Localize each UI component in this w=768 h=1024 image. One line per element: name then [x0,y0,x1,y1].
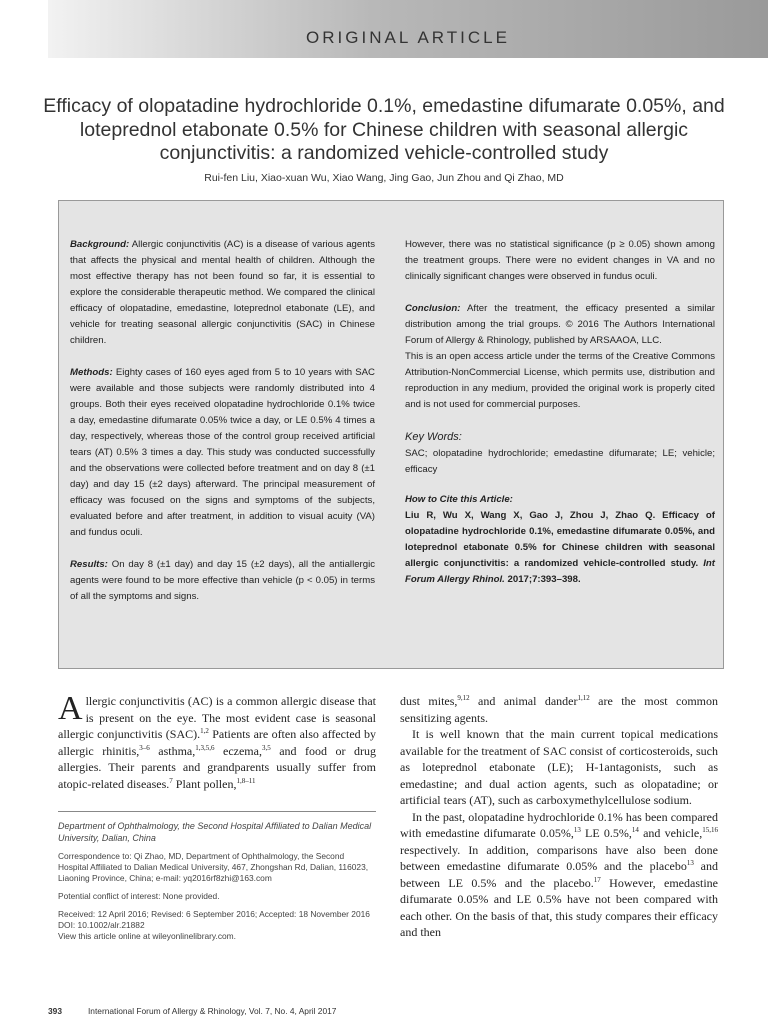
intro-paragraph-continued [400,693,718,726]
comparison-text-e: and between LE 0.5% and the placebo. [400,859,718,890]
citation: 3,5 [261,743,271,752]
cite-journal: Int Forum Allergy Rhinol. [405,558,715,585]
comparison-text-c: and vehicle, [638,826,703,840]
cont-text-a: dust mites, [400,694,458,708]
intro-text-e: and food or drug allergies. Their parents and grandparents usually suffer from atopic-related diseases. [58,743,376,791]
article-title: Efficacy of olopatadine hydrochloride 0.1%, emedastine difumarate 0.05%, and loteprednol etabonate 0.5% for Chinese children with seasonal allergic conjunctivitis: a randomized vehicle-controlled study [43,95,725,164]
conclusion-text: After the treatment, the efficacy presented a similar distribution among the trial groups. © 2016 The Authors International Forum of Allergy & Rhinology, published by ARSAAOA, LLC. [405,303,716,346]
citation: 1,12 [577,694,590,702]
citation: 17 [593,875,601,884]
cite-label: How to Cite this Article: [405,494,513,505]
methods-label: Methods: [70,367,113,378]
methods-text: Eighty cases of 160 eyes aged from 5 to 10 years with SAC were available and those subjects were randomly distributed into 4 groups. Both their eyes received olopatadine hydrochloride 0.1% twice a day, emedastine difumarate 0.05% twice a day, or LE 0.5% 4 times a day, respectively, whereas those of the control group received artificial tears (AT) 0.5% 3 times a day. This study was conducted successfully and the observations were collected before treatment and on day 8 (±1 day) and day 15 (±2 days) afterward. The principal measurement of efficacy was focused on the signs and symptoms of the subjects, evaluated before and after treatment, in addition to visual acuity (VA) and fundus oculi. [70,367,375,538]
intro-text-c: asthma, [149,743,196,758]
comparison-text-d: respectively. In addition, comparisons have also been done between emedastine difumarate 0.05% and the placebo [400,842,718,873]
online-note: View this article online at wileyonlinelibrary.com. [58,931,236,941]
cont-text-c: are the most common sensitizing agents. [400,694,718,725]
intro-text-d: eczema, [214,743,262,758]
keywords-text: SAC; olopatadine hydrochloride; emedastine difumarate; LE; vehicle; efficacy [405,448,715,475]
treatment-paragraph: It is well known that the main current topical medications available for the treatment of SAC consist of corticosteroids, such as loteprednol etabonate (LE); H-1antagonists, such as emedastine; and dual action agents, such as olopatadine; or artificial tears (AT), such as carboxymethylcellulose sodium. [400,727,718,807]
background-label: Background: [70,239,130,250]
citation: 3–6 [139,743,150,752]
citation: 1,3,5,6 [195,743,215,752]
article-dates: Received: 12 April 2016; Revised: 6 September 2016; Accepted: 18 November 2016 [58,909,370,919]
intro-text-f: Plant pollen, [172,776,237,791]
correspondence: Correspondence to: Qi Zhao, MD, Department of Ophthalmology, the Second Hospital Affiliated to Dalian Medical University, 467, Zhongshan Rd, Dalian, 116023, Liaoning Province, China; e-mail: yq2016rf8zhi@163.com [58,851,369,883]
how-to-cite [405,492,715,588]
abstract-keywords [405,429,715,478]
intro-paragraph [58,690,377,792]
citation: 13 [686,859,694,867]
abstract-results [70,557,375,605]
results-text: On day 8 (±1 day) and day 15 (±2 days), all the antiallergic agents were found to be more effective than vehicle (p < 0.05) in terms of all the symptoms and signs. [70,559,375,602]
cite-text: Liu R, Wu X, Wang X, Gao J, Zhou J, Zhao Q. Efficacy of olopatadine hydrochloride 0.1%, emedastine difumarate 0.05%, and loteprednol etabonate 0.5% for Chinese children with seasonal allergic conjunctivitis: a randomized vehicle-controlled study. [405,510,715,569]
affiliation-divider [58,811,376,812]
affiliation-block [58,820,376,942]
license-text: This is an open access article under the terms of the Creative Commons Attribution-NonCommercial License, which permits use, distribution and reproduction in any medium, provided the original work is properly cited and is not used for commercial purposes. [405,351,715,410]
citation: 7 [169,776,173,785]
section-banner [48,0,768,58]
author-list: Rui-fen Liu, Xiao-xuan Wu, Xiao Wang, Jing Gao, Jun Zhou and Qi Zhao, MD [204,172,564,184]
citation: 14 [631,826,639,834]
department: Department of Ophthalmology, the Second Hospital Affiliated to Dalian Medical University, Dalian, China [58,821,372,843]
conflict-of-interest: Potential conflict of interest: None provided. [58,891,220,901]
comparison-paragraph [400,809,718,941]
citation: 1,8–11 [236,776,256,785]
results-label: Results: [70,559,108,570]
comparison-text-a: In the past, olopatadine hydrochloride 0.1% has been compared with emedastine difumarate 0.05%, [400,809,718,840]
body-left-column [58,690,377,792]
cite-ref: 2017;7:393–398. [507,574,581,585]
page-number: 393 [48,1006,62,1016]
background-text: Allergic conjunctivitis (AC) is a disease of various agents that affects the physical and mental health of children. Although the most effective therapy has not been found so far, it is essential to explore the considerable therapeutic method. We compared the clinical efficacy of olopatadine, emedastine, loteprednol etabonate (LE), and vehicle for treating seasonal allergic conjunctivitis (SAC) in Chinese children. [70,239,376,346]
page-footer [48,1006,336,1016]
comparison-text-b: LE 0.5%, [580,826,632,840]
keywords-label: Key Words: [405,431,462,443]
abstract-right-column [405,237,715,588]
abstract-left-column [70,237,375,621]
intro-text-b: Patients are often also affected by allergic rhinitis, [58,727,377,758]
cont-text-b: and animal dander [469,694,578,708]
citation: 1,2 [200,727,209,735]
drop-cap: A [58,690,83,727]
abstract-results-continued: However, there was no statistical significance (p ≥ 0.05) shown among the treatment groups. There were no evident changes in VA and no clinically significant changes were observed in fundus oculi. [405,239,715,282]
citation: 13 [573,826,581,834]
citation: 9,12 [457,694,470,702]
abstract-methods [70,365,375,541]
intro-text-a: llergic conjunctivitis (AC) is a common allergic disease that is present on the eye. The most evident case is seasonal allergic conjunctivitis (SAC). [58,694,376,741]
comparison-text-f: However, emedastine difumarate 0.05% and LE 0.5% have not been compared with each other. On the basis of that, this study compares their efficacy and then [400,875,718,939]
abstract-box [58,200,724,669]
citation: 15,16 [702,826,719,834]
journal-citation: International Forum of Allergy & Rhinology, Vol. 7, No. 4, April 2017 [87,1006,337,1016]
body-right-column [400,693,718,941]
doi-text: DOI: 10.1002/alr.21882 [58,920,145,930]
abstract-background [70,237,375,349]
conclusion-label: Conclusion: [405,303,461,314]
section-label: ORIGINAL ARTICLE [306,28,510,47]
abstract-conclusion [405,301,715,349]
